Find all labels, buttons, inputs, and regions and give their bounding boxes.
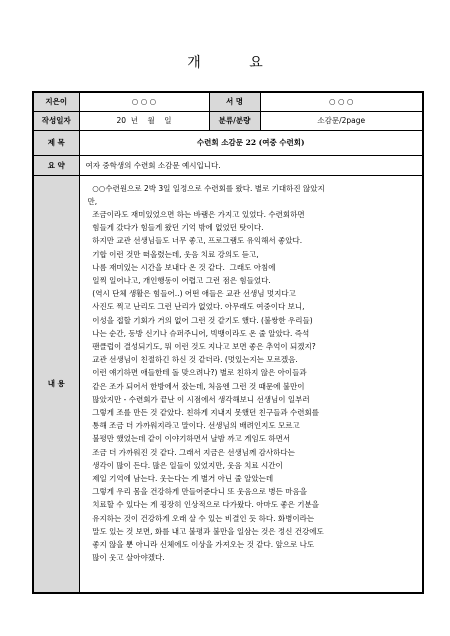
content-line: 많이 웃고 살아야겠다. — [87, 553, 165, 563]
content-line: 사진도 찍고 난리도 그런 난리가 없었다. 아무래도 여중이다 보니, — [87, 302, 305, 312]
content-line: 나는 순간, 동방 신기나 슈퍼주니어, 빅뱅이라도 온 줄 알았다. 즉석 — [87, 328, 310, 338]
content-line: 치료할 수 있다는 게 굉장히 인상적으로 다가왔다. 아마도 좋은 기분을 — [87, 500, 319, 510]
content-line: 그렇게 조를 만든 것 같았다. 친하게 지내지 못했던 친구들과 수련회를 — [87, 407, 319, 417]
content-line: 기합 이런 것만 떠올렸는데, 웃음 치료 강의도 듣고, — [87, 249, 259, 259]
content-line: 교관 선생님이 친절하긴 하신 것 같더라. (멋있는지는 모르겠음. — [87, 355, 298, 365]
content-line: 통해 조금 더 가까워지라고 말이다. 선생님의 배려인지도 모르고 — [87, 421, 300, 431]
content-line: 이성을 접할 기회가 거의 없어 그런 것 같기도 했다. (불쌍한 우리들) — [87, 315, 313, 325]
content-lines — [88, 182, 415, 565]
content-label: 내 용 — [33, 175, 79, 593]
content-line: (역시 단체 생활은 힘들어..) 어떤 애들은 교관 선생님 멋지다고 — [87, 289, 296, 299]
content-line: 나름 재미있는 시간을 보내다 온 것 같다. 그래도 아침에 — [87, 262, 276, 272]
content-line: 만, — [87, 196, 98, 206]
overview-form — [32, 91, 424, 594]
category-value: 소감문/2page — [260, 111, 423, 130]
content-line: 같은 조가 되어서 한방에서 잤는데, 처음엔 그런 것 때문에 불만이 — [87, 381, 305, 391]
summary-label: 요 약 — [33, 155, 79, 175]
content-line: ○○수련원으로 2박 3일 일정으로 수련회를 왔다. 별로 기대하진 않았지 — [87, 183, 325, 193]
content-line: 많았지만 - 수련회가 끝난 이 시점에서 생각해보니 선생님이 일부러 — [87, 394, 310, 404]
content-line: 그렇게 우리 몸을 건강하게 만들어준다니 또 웃음으로 병든 마음을 — [87, 487, 307, 497]
author-value: ○ ○ ○ — [79, 92, 209, 111]
summary-value: 여자 중학생의 수련회 소감문 예시입니다. — [79, 155, 423, 175]
content-line: 일찍 일어나고, 개인행동이 어렵고 그런 점은 힘들었다. — [87, 275, 271, 285]
content-line: 유지하는 것이 건강하게 오래 살 수 있는 비결인 듯 하다. 화병이라는 — [87, 513, 315, 523]
owner-value: ○ ○ ○ — [260, 92, 423, 111]
content-line: 팬클럽이 결성되기도, 뭐 이런 것도 지나고 보면 좋은 추억이 되겠지? — [87, 341, 316, 351]
owner-label: 서 명 — [209, 92, 260, 111]
content-line: 조금 더 가까워진 것 같다. 그래서 지금은 선생님께 감사하다는 — [87, 447, 295, 457]
content-line: 생각이 많이 든다. 많은 일들이 있었지만, 웃음 치료 시간이 — [87, 460, 283, 470]
subject-value: 수련회 소감문 22 (여중 수련회) — [79, 130, 423, 155]
author-label: 지은이 — [33, 92, 79, 111]
content-line: 하지만 교관 선생님들도 너무 좋고, 프로그램도 유익해서 좋았다. — [87, 236, 303, 246]
content-line: 힘들게 갔다가 힘들게 왔던 기억 밖에 없었던 탓이다. — [87, 223, 264, 233]
date-label: 작성일자 — [33, 111, 79, 130]
content-line: 말도 있는 것 보면, 화를 내고 불평과 불만을 일삼는 것은 정신 건강에도 — [87, 526, 324, 536]
category-label: 분류/분량 — [209, 111, 260, 130]
subject-label: 제 목 — [33, 130, 79, 155]
date-value: 20 년 월 일 — [79, 111, 209, 130]
content-line: 조금이라도 재미있었으면 하는 바램은 가지고 있었다. 수련회하면 — [87, 209, 305, 219]
content-line: 이런 얘기하면 애들한테 돌 맞으려나?) 별로 친하지 않은 아이들과 — [87, 368, 307, 378]
content-line: 좋지 않을 뿐 아니라 신체에도 이상을 가져오는 것 같다. 앞으로 나도 — [87, 539, 315, 549]
page-title: 개 요 — [187, 55, 285, 71]
content-line: 제일 기억에 남는다. 웃는다는 게 별거 아닌 줄 알았는데 — [87, 473, 274, 483]
content-body — [79, 175, 423, 593]
content-line: 불평만 했었는데 같이 이야기하면서 날밤 까고 게임도 하면서 — [87, 434, 291, 444]
